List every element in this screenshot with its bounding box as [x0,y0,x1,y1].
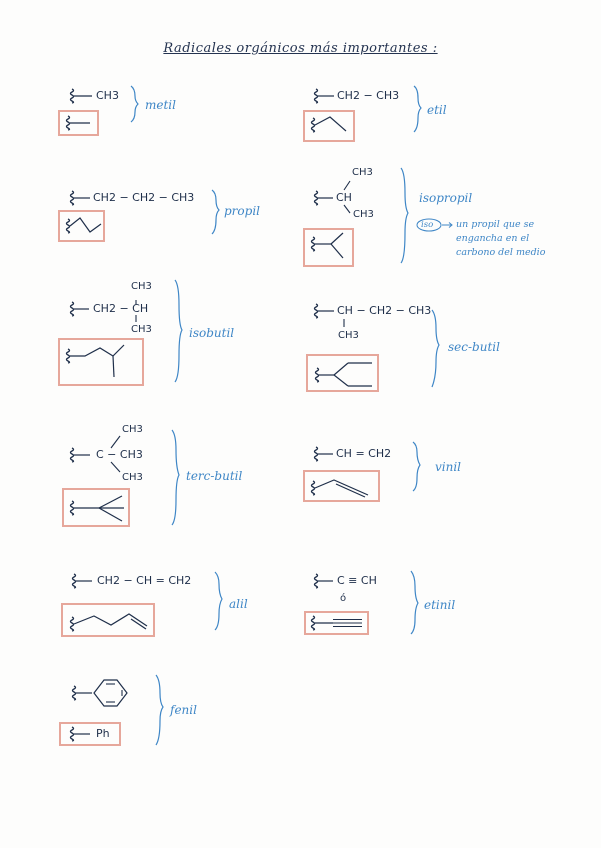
alil-structure-box [62,604,154,636]
secbutil-main: CH − CH2 − CH3 [337,304,432,317]
isopropil-note: un propil que se engancha en el carbono del medio [456,219,546,258]
isopropil-mid: CH [336,191,352,204]
alil-name: alil [229,597,248,611]
etil-name: etil [427,103,447,117]
etil-brace-icon [414,86,421,132]
iso-badge: iso [421,220,434,230]
tercbutil-name: terc-butil [186,469,243,483]
etinil-brace-icon [411,571,418,634]
fenil-abbr: Ph [96,727,110,740]
fenil-brace-icon [156,675,163,745]
page-title: Radicales orgánicos más importantes : [163,41,438,56]
etinil-connector: ó [340,593,347,604]
etil-formula: CH2 − CH3 [337,89,400,102]
metil-brace-icon [131,86,138,122]
metil-formula: CH3 [96,89,119,102]
isobutil-brace-icon [175,280,182,382]
etinil-formula: C ≡ CH [337,574,377,587]
metil-name: metil [145,98,176,112]
isobutil-bottom: CH3 [131,324,152,335]
secbutil-bottom: CH3 [338,330,359,341]
vinil-name: vinil [435,460,462,474]
fenil-name: fenil [170,703,197,717]
tercbutil-bottom: CH3 [122,472,143,483]
propil-formula: CH2 − CH2 − CH3 [93,191,195,204]
isobutil-name: isobutil [189,326,235,340]
metil-formula-wiggle-icon [71,89,74,103]
isopropil-bottom: CH3 [353,209,374,220]
vinil-brace-icon [413,442,420,491]
secbutil-brace-icon [432,310,439,387]
tercbutil-brace-icon [172,430,179,525]
propil-brace-icon [212,190,219,234]
propil-name: propil [224,204,260,218]
isobutil-structure-box [59,339,143,385]
alil-formula: CH2 − CH = CH2 [97,574,192,587]
vinil-formula: CH = CH2 [336,447,392,460]
tercbutil-main: C − CH3 [96,448,143,461]
alil-brace-icon [215,572,222,630]
isobutil-top: CH3 [131,281,152,292]
tercbutil-top: CH3 [122,424,143,435]
secbutil-name: sec-butil [448,340,500,354]
etinil-name: etinil [424,598,456,612]
etil-structure-box [304,111,354,141]
isopropil-top: CH3 [352,167,373,178]
isobutil-main: CH2 − CH [93,302,149,315]
isopropil-name: isopropil [419,191,473,205]
isopropil-brace-icon [401,168,408,263]
